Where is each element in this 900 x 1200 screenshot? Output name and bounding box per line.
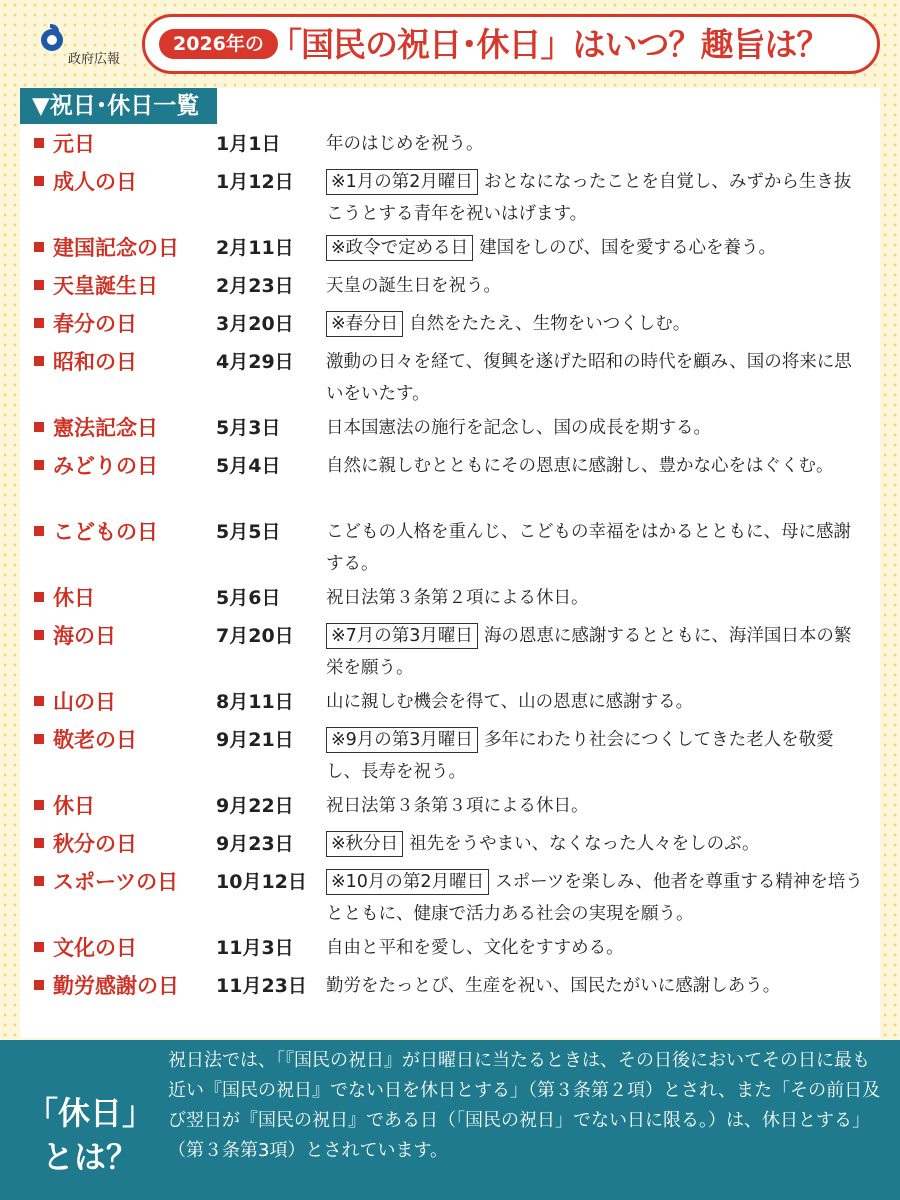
holiday-description-text: おとなになったことを自覚し、みずから生き抜こうとする青年を祝いはげます。	[326, 172, 852, 224]
holiday-description-text: スポーツを楽しみ、他者を尊重する精神を培うとともに、健康で活力ある社会の実現を願う。	[326, 872, 863, 924]
holiday-name-text: 春分の日	[53, 312, 137, 336]
footer-badge	[20, 1041, 160, 1197]
holiday-description	[326, 232, 868, 264]
bullet-square-icon	[34, 800, 44, 810]
holiday-description	[326, 790, 868, 822]
holiday-name-text: みどりの日	[53, 454, 158, 478]
holiday-description	[326, 308, 868, 340]
holiday-name-text: 昭和の日	[53, 350, 137, 374]
holiday-date: 1月12日	[216, 171, 294, 193]
holiday-name-text: スポーツの日	[53, 870, 179, 894]
bullet-square-icon	[34, 176, 44, 186]
holiday-date: 1月1日	[216, 133, 281, 155]
holiday-rule-note: ※政令で定める日	[326, 235, 473, 261]
holiday-description-text: 日本国憲法の施行を記念し、国の成長を期する。	[326, 418, 711, 438]
holiday-description-text: 建国をしのび、国を愛する心を養う。	[479, 238, 776, 258]
holiday-name	[34, 128, 95, 160]
holiday-name-text: 敬老の日	[53, 728, 137, 752]
holiday-name-text: 休日	[53, 794, 95, 818]
holiday-name-text: 天皇誕生日	[53, 274, 158, 298]
holiday-rule-note: ※1月の第2月曜日	[326, 169, 478, 195]
holiday-name	[34, 724, 137, 756]
holiday-name-text: 成人の日	[53, 170, 137, 194]
bullet-square-icon	[34, 734, 44, 744]
holiday-name	[34, 346, 137, 378]
footer-text: 祝日法では、「『国民の祝日』が日曜日に当たるときは、その日後においてその日に最も近い『国民の祝日』でない日を休日とする」（第３条第２項）とされ、また「その前日及び翌日が『国民の祝日』である日（「国民の祝日」でない日に限る。）は、休日とする」（第３条第3項）とされています。	[168, 1050, 881, 1161]
bullet-square-icon	[34, 838, 44, 848]
bullet-square-icon	[34, 318, 44, 328]
holiday-date: 5月4日	[216, 455, 281, 477]
bullet-square-icon	[34, 526, 44, 536]
holiday-description	[326, 412, 868, 444]
holiday-description-text: 多年にわたり社会につくしてきた老人を敬愛し、長寿を祝う。	[326, 730, 834, 782]
holiday-name	[34, 620, 116, 652]
holiday-description	[326, 166, 868, 230]
holiday-list-panel	[20, 88, 880, 1038]
holiday-name-text: 秋分の日	[53, 832, 137, 856]
holiday-description	[326, 128, 868, 160]
section-title: ▼祝日･休日一覧	[20, 88, 217, 124]
holiday-description	[326, 828, 868, 860]
holiday-description-text: こどもの人格を重んじ、こどもの幸福をはかるとともに、母に感謝する。	[326, 522, 851, 574]
holiday-date: 9月21日	[216, 729, 294, 751]
holiday-description-text: 天皇の誕生日を祝う。	[326, 276, 501, 296]
holiday-description	[326, 866, 868, 930]
holiday-description-text: 自然に親しむとともにその恩恵に感謝し、豊かな心をはぐくむ。	[326, 456, 834, 476]
holiday-name-text: 元日	[53, 132, 95, 156]
holiday-description-text: 自由と平和を愛し、文化をすすめる。	[326, 938, 624, 958]
holiday-name-text: 山の日	[53, 690, 116, 714]
holiday-rule-note: ※7月の第3月曜日	[326, 623, 478, 649]
bullet-square-icon	[34, 242, 44, 252]
holiday-date: 9月23日	[216, 833, 294, 855]
bullet-square-icon	[34, 356, 44, 366]
holiday-description	[326, 620, 868, 684]
holiday-description	[326, 582, 868, 614]
holiday-description	[326, 346, 868, 410]
holiday-name	[34, 450, 158, 482]
holiday-rule-note: ※春分日	[326, 311, 403, 337]
holiday-description	[326, 516, 868, 580]
bullet-square-icon	[34, 422, 44, 432]
holiday-name-text: 勤労感謝の日	[53, 974, 179, 998]
holiday-name-text: 憲法記念日	[53, 416, 158, 440]
bullet-square-icon	[34, 876, 44, 886]
holiday-date: 10月12日	[216, 871, 307, 893]
holiday-description	[326, 970, 868, 1002]
page-title: 「国民の祝日･休日」はいつ？趣旨は？	[269, 25, 829, 64]
page-title-banner	[142, 14, 880, 74]
holiday-description-text: 海の恩恵に感謝するとともに、海洋国日本の繁栄を願う。	[326, 626, 852, 678]
bullet-square-icon	[34, 980, 44, 990]
holiday-date: 2月11日	[216, 237, 294, 259]
holiday-date: 5月3日	[216, 417, 281, 439]
holiday-name	[34, 232, 179, 264]
holiday-description	[326, 270, 868, 302]
holiday-name	[34, 270, 158, 302]
holiday-name	[34, 866, 178, 898]
holiday-description-text: 祝日法第３条第３項による休日。	[326, 796, 589, 816]
header	[0, 0, 900, 88]
year-label: 2026年の	[159, 29, 278, 59]
holiday-date: 5月6日	[216, 587, 281, 609]
holiday-rule-note: ※秋分日	[326, 831, 403, 857]
holiday-name	[34, 790, 95, 822]
holiday-date: 7月20日	[216, 625, 294, 647]
holiday-date: 11月3日	[216, 937, 294, 959]
holiday-name	[34, 166, 137, 198]
government-emblem-icon	[38, 22, 68, 52]
logo-text: 政府広報	[68, 52, 121, 67]
holiday-name	[34, 932, 137, 964]
government-pr-logo	[30, 22, 130, 68]
holiday-name	[34, 412, 158, 444]
holiday-name	[34, 582, 95, 614]
holiday-name	[34, 686, 116, 718]
holiday-rule-note: ※10月の第2月曜日	[326, 869, 489, 895]
holiday-description	[326, 450, 868, 482]
holiday-name-text: 文化の日	[53, 936, 137, 960]
footer-badge-line2: とは？	[41, 1138, 138, 1176]
holiday-description-text: 年のはじめを祝う。	[326, 134, 484, 154]
holiday-description	[326, 724, 868, 788]
holiday-name-text: 休日	[53, 586, 95, 610]
holiday-description-text: 祖先をうやまい、なくなった人々をしのぶ。	[409, 834, 760, 854]
holiday-name-text: こどもの日	[53, 520, 158, 544]
bullet-square-icon	[34, 280, 44, 290]
holiday-date: 2月23日	[216, 275, 294, 297]
holiday-date: 11月23日	[216, 975, 307, 997]
holiday-date: 5月5日	[216, 521, 281, 543]
bullet-square-icon	[34, 630, 44, 640]
holiday-rule-note: ※9月の第3月曜日	[326, 727, 478, 753]
holiday-date: 8月11日	[216, 691, 294, 713]
holiday-name	[34, 308, 137, 340]
holiday-name	[34, 970, 179, 1002]
holiday-name	[34, 516, 158, 548]
bullet-square-icon	[34, 696, 44, 706]
holiday-date: 9月22日	[216, 795, 294, 817]
holiday-name-text: 海の日	[53, 624, 116, 648]
holiday-description	[326, 686, 868, 718]
bullet-square-icon	[34, 942, 44, 952]
holiday-description	[326, 932, 868, 964]
holiday-date: 4月29日	[216, 351, 294, 373]
footer-explanation	[0, 1040, 900, 1200]
holiday-name-text: 建国記念の日	[53, 236, 179, 260]
holiday-description-text: 祝日法第３条第２項による休日。	[326, 588, 589, 608]
holiday-name	[34, 828, 137, 860]
holiday-description-text: 勤労をたっとび、生産を祝い、国民たがいに感謝しあう。	[326, 976, 781, 996]
holiday-date: 3月20日	[216, 313, 294, 335]
bullet-square-icon	[34, 592, 44, 602]
footer-badge-line1: 「休日」	[25, 1094, 154, 1132]
holiday-description-text: 自然をたたえ、生物をいつくしむ。	[409, 314, 691, 334]
bullet-square-icon	[34, 460, 44, 470]
holiday-description-text: 山に親しむ機会を得て、山の恩恵に感謝する。	[326, 692, 694, 712]
bullet-square-icon	[34, 138, 44, 148]
holiday-description-text: 激動の日々を経て、復興を遂げた昭和の時代を顧み、国の将来に思いをいたす。	[326, 352, 852, 404]
